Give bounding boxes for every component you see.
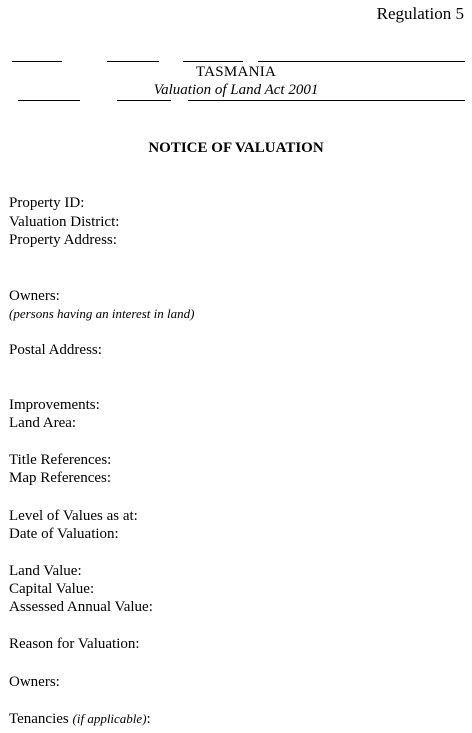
tenancies-label: Tenancies: [9, 711, 69, 727]
owners-note: (persons having an interest in land): [9, 306, 195, 321]
tenancies-colon: :: [146, 711, 151, 727]
field-capital-value: Capital Value:: [9, 581, 95, 597]
field-reason-for-valuation: Reason for Valuation:: [9, 636, 140, 652]
tenancies-note: (if applicable): [72, 711, 147, 726]
field-title-references: Title References:: [9, 452, 112, 468]
header-rule-segment: [188, 100, 465, 101]
field-property-id: Property ID:: [9, 195, 85, 211]
field-land-value: Land Value:: [9, 563, 82, 579]
header-rule-segment: [107, 61, 159, 62]
field-land-area: Land Area:: [9, 415, 77, 431]
field-postal-address: Postal Address:: [9, 342, 102, 358]
field-improvements: Improvements:: [9, 397, 100, 413]
field-tenancies: [9, 711, 151, 728]
field-level-of-values: Level of Values as at:: [9, 508, 138, 524]
header-rule-segment: [18, 100, 80, 101]
field-map-references: Map References:: [9, 470, 112, 486]
state-name: TASMANIA: [195, 64, 277, 80]
field-owners: Owners:: [9, 288, 60, 304]
field-owners-second: Owners:: [9, 674, 60, 690]
header-rule-segment: [117, 100, 171, 101]
header-rule-segment: [183, 61, 243, 62]
regulation-reference: Regulation 5: [376, 4, 464, 23]
field-assessed-annual-value: Assessed Annual Value:: [9, 599, 153, 615]
header-rule-segment: [258, 61, 465, 62]
field-date-of-valuation: Date of Valuation:: [9, 526, 119, 542]
act-title: Valuation of Land Act 2001: [153, 82, 319, 98]
header-rule-segment: [12, 61, 62, 62]
notice-title: NOTICE OF VALUATION: [148, 140, 324, 156]
field-valuation-district: Valuation District:: [9, 214, 120, 230]
field-property-address: Property Address:: [9, 232, 117, 248]
